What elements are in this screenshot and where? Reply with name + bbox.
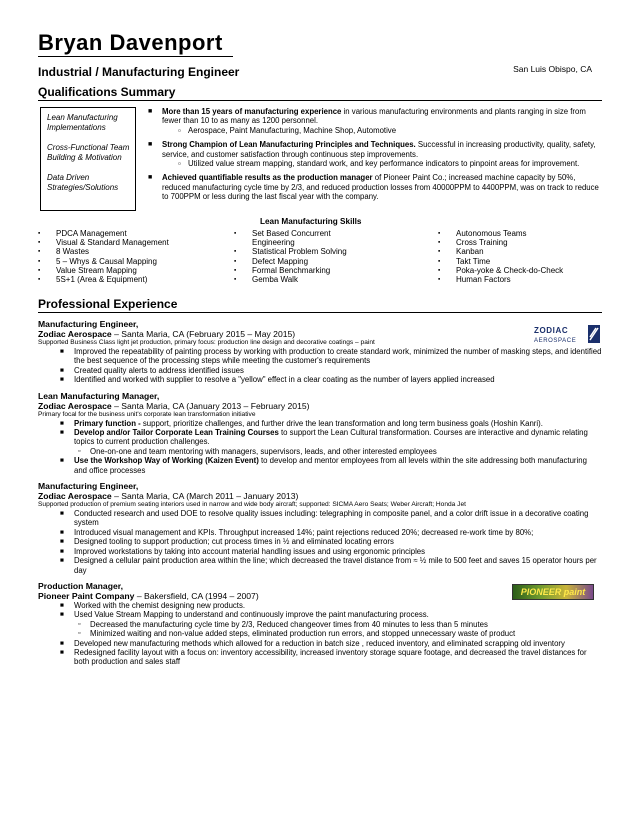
skill-label: Defect Mapping xyxy=(252,256,309,266)
bullet-text: to develop and mentor employees from all levels within the site addressing both manufacturing and office processes xyxy=(74,456,587,475)
bullet-item xyxy=(38,375,602,384)
bullet-item xyxy=(38,648,602,667)
skill-label: Statistical Problem Solving xyxy=(252,247,347,257)
bullet-text: Decreased the manufacturing cycle time by 2/3, Reduced changeover times from 40 minutes to less than 5 minutes xyxy=(90,619,488,629)
bullet-icon: ▪ xyxy=(38,257,41,265)
bullet-item xyxy=(38,639,602,648)
company-name: Pioneer Paint Company xyxy=(38,590,135,601)
job-bullets xyxy=(38,601,602,667)
side-item: Cross-Functional Team Building & Motivation xyxy=(47,143,130,162)
bullet-icon: ▪ xyxy=(38,266,41,274)
bullet-icon: ■ xyxy=(60,611,64,619)
bullet-bold: Use the Workshop Way of Working (Kaizen Event) xyxy=(74,456,259,466)
skill-item xyxy=(438,275,563,284)
qualification-text: of Pioneer Paint Co.; increased machine capacity by 50%, reduced manufacturing cycle time by 2/3, and reduced production losses from 40000PPM to 4400PPM, was on track to reduce to 700PPM or less during the last fiscal year with the company. xyxy=(162,173,599,202)
bullet-icon: ■ xyxy=(60,429,64,437)
job-description: Primary focal for the business unit's corporate lean transformation initiative xyxy=(38,410,256,418)
bullet-icon: ■ xyxy=(60,538,64,546)
company-name: Zodiac Aerospace xyxy=(38,491,112,502)
candidate-name: Bryan Davenport xyxy=(38,30,233,57)
skill-label: Value Stream Mapping xyxy=(56,265,137,275)
skill-item xyxy=(38,257,169,266)
bullet-icon: ■ xyxy=(60,366,64,374)
skill-item xyxy=(438,247,563,256)
job-entry xyxy=(38,319,602,385)
bullet-icon: ▪ xyxy=(234,276,237,284)
bullet-item xyxy=(38,528,602,537)
bullet-icon: ▪ xyxy=(234,257,237,265)
bullet-icon: ▪ xyxy=(438,276,441,284)
qualification-sub xyxy=(162,159,602,168)
bullet-icon: ▪ xyxy=(38,230,41,237)
bullet-icon: ■ xyxy=(148,108,153,115)
bullet-item xyxy=(38,456,602,475)
bullet-text: support, prioritize challenges, and further drive the lean transformation and long term business goals (Hoshin Kanri). xyxy=(140,418,543,428)
experience-list xyxy=(38,319,602,667)
bullet-text: Redesigned facility layout with a focus on: inventory accessibility, increased inventory storage square footage, and decreased the travel distances for both production and sales staff xyxy=(74,647,587,667)
title-row xyxy=(38,63,602,81)
bullet-icon: ■ xyxy=(148,174,153,182)
skill-label: 5 – Whys & Causal Mapping xyxy=(56,256,157,266)
sub-bullet-icon: ▫ xyxy=(78,620,81,628)
qualifications-sidebox xyxy=(40,107,136,211)
bullet-icon: ■ xyxy=(60,547,64,555)
bullet-icon: ■ xyxy=(60,639,64,647)
bullet-text: Developed new manufacturing methods which allowed for a reduction in batch size , reduced inventory, and eliminated scrapping old inventory xyxy=(74,638,565,648)
job-entry xyxy=(38,581,602,667)
skills-column-2 xyxy=(234,229,347,284)
skill-item xyxy=(234,275,347,284)
qualification-sub-text: Utilized value stream mapping, standard work, and key performance indicators to pinpoint areas for improvement. xyxy=(188,159,580,169)
bullet-icon: ▪ xyxy=(234,248,237,256)
skill-label: Autonomous Teams xyxy=(456,229,527,238)
skill-label: Set Based Concurrent xyxy=(252,229,331,238)
bullet-icon: ■ xyxy=(60,457,64,465)
qualification-item xyxy=(146,173,602,201)
sub-bullet-item xyxy=(38,447,602,456)
bullet-icon: ▪ xyxy=(438,257,441,265)
bullet-icon: ▪ xyxy=(38,276,41,284)
bullet-text: Conducted research and used DOE to resolve quality issues including: telegraphing in composite panel, and a color drift issue in a decorative coating system xyxy=(74,509,589,528)
location: San Luis Obispo, CA xyxy=(513,64,592,74)
skills-column-3 xyxy=(438,229,563,284)
bullet-item xyxy=(38,547,602,556)
job-location-dates: – Santa Maria, CA (January 2013 – February 2015) xyxy=(111,400,310,411)
company-name: Zodiac Aerospace xyxy=(38,400,112,411)
sub-bullet-icon: ▫ xyxy=(78,630,81,638)
bullet-icon: ▪ xyxy=(438,239,441,247)
bullet-icon: ▪ xyxy=(38,239,41,247)
bullet-item xyxy=(38,509,602,528)
bullet-icon: ■ xyxy=(60,528,64,536)
skill-label: 5S+1 (Area & Equipment) xyxy=(56,275,148,285)
qualification-sub-text: Aerospace, Paint Manufacturing, Machine Shop, Automotive xyxy=(188,125,397,135)
skills-section xyxy=(38,229,602,285)
bullet-bold: Develop and/or Tailor Corporate Lean Training Courses xyxy=(74,428,279,438)
job-title: Lean Manufacturing Manager, xyxy=(38,390,160,401)
job-company-line xyxy=(38,401,602,411)
skills-column-1 xyxy=(38,229,169,284)
bullet-text: Created quality alerts to address identified issues xyxy=(74,365,244,375)
bullet-icon: ■ xyxy=(60,648,64,656)
skill-item xyxy=(438,238,563,247)
skill-item xyxy=(38,247,169,256)
sub-bullet-icon: ▫ xyxy=(178,159,181,169)
job-title: Industrial / Manufacturing Engineer xyxy=(38,65,240,79)
job-title: Manufacturing Engineer, xyxy=(38,319,139,329)
bullet-item xyxy=(38,537,602,546)
sub-bullet-item xyxy=(38,629,602,638)
skill-item xyxy=(234,266,347,275)
skill-item xyxy=(234,229,347,238)
pioneer-paint-logo: PIONEER paint xyxy=(512,584,594,600)
qualification-bold: Achieved quantifiable results as the production manager xyxy=(162,173,373,183)
bullet-bold: Primary function - xyxy=(74,418,141,428)
bullet-text: One-on-one and team mentoring with managers, supervisors, leads, and other interested employees xyxy=(90,446,437,456)
bullet-icon: ■ xyxy=(60,557,64,565)
skill-label: Engineering xyxy=(252,238,295,248)
bullet-icon: ▪ xyxy=(38,248,41,256)
svg-text:AEROSPACE: AEROSPACE xyxy=(534,338,577,344)
skill-item xyxy=(438,257,563,266)
bullet-icon: ■ xyxy=(60,601,64,609)
bullet-text: Worked with the chemist designing new products. xyxy=(74,600,246,610)
qualification-bold: More than 15 years of manufacturing experience xyxy=(162,107,342,116)
skill-item xyxy=(38,275,169,284)
bullet-item xyxy=(38,419,602,428)
job-entry xyxy=(38,481,602,575)
sub-bullet-icon: ▫ xyxy=(78,447,81,455)
bullet-text: Designed a cellular paint production area within the line; which decreased the travel distance from ≈ ½ mile to 500 feet and saves 15 operator hours per day xyxy=(74,556,597,575)
sub-bullet-item xyxy=(38,620,602,629)
job-company-line xyxy=(38,329,602,339)
bullet-text: Designed tooling to support production; cut process times in ½ and eliminated locating errors xyxy=(74,537,394,547)
bullet-text: Improved workstations by taking into account material handling issues and using ergonomic principles xyxy=(74,546,426,556)
qualifications-list xyxy=(146,107,602,207)
bullet-icon: ■ xyxy=(148,141,153,149)
company-name: Zodiac Aerospace xyxy=(38,329,112,339)
skill-label: Visual & Standard Management xyxy=(56,238,169,248)
job-location-dates: – Santa Maria, CA (February 2015 – May 2015) xyxy=(111,329,296,339)
skill-item xyxy=(234,238,347,247)
job-company-line xyxy=(38,491,602,501)
job-description: Supported Business Class light jet production, primary focus: production line design and decorative coatings – paint xyxy=(38,339,375,346)
skill-item xyxy=(438,266,563,275)
bullet-item xyxy=(38,347,602,366)
job-bullets xyxy=(38,347,602,385)
skill-item xyxy=(38,229,169,238)
skill-item xyxy=(38,266,169,275)
qualification-sub xyxy=(162,126,602,135)
qualification-text: Successful in increasing productivity, quality, safety, service, and customer satisfaction through continuous step improvements. xyxy=(162,140,596,159)
bullet-text: Minimized waiting and non-value added steps, eliminated production run errors, and stopped unnecessary waste of product xyxy=(90,629,516,639)
sub-bullet-icon: ▫ xyxy=(178,125,181,135)
qualifications-heading: Qualifications Summary xyxy=(38,85,602,101)
qualification-item xyxy=(146,140,602,168)
side-item: Lean Manufacturing Implementations xyxy=(47,113,118,132)
job-bullets xyxy=(38,509,602,575)
skill-label: Formal Benchmarking xyxy=(252,265,331,275)
bullet-icon: ▪ xyxy=(234,266,237,274)
job-title: Manufacturing Engineer, xyxy=(38,481,139,492)
skill-item xyxy=(234,257,347,266)
qualification-item xyxy=(146,107,602,135)
side-item: Data Driven Strategies/Solutions xyxy=(47,173,119,192)
bullet-icon: ■ xyxy=(60,348,64,355)
bullet-item xyxy=(38,366,602,375)
bullet-icon: ■ xyxy=(60,376,64,384)
job-entry xyxy=(38,391,602,475)
skill-label: 8 Wastes xyxy=(56,247,90,257)
skill-label: Human Factors xyxy=(456,275,511,285)
bullet-text: Improved the repeatability of painting process by working with production to create standard work, minimized the number of masking steps, and identified the best sequence of the processing steps while meeting the customer's requirements xyxy=(74,347,602,366)
qualifications-section xyxy=(38,105,602,229)
bullet-item xyxy=(38,428,602,447)
bullet-item xyxy=(38,610,602,619)
job-location-dates: – Bakersfield, CA (1994 – 2007) xyxy=(134,590,259,601)
bullet-icon: ▪ xyxy=(234,230,237,237)
bullet-item xyxy=(38,601,602,610)
job-title: Production Manager, xyxy=(38,580,123,591)
skills-heading: Lean Manufacturing Skills xyxy=(260,217,362,226)
skill-label: Takt Time xyxy=(456,256,491,266)
qualification-bold: Strong Champion of Lean Manufacturing Principles and Techniques. xyxy=(162,140,416,150)
skill-item xyxy=(438,229,563,238)
skill-item xyxy=(234,247,347,256)
bullet-item xyxy=(38,556,602,575)
skill-label: Poka-yoke & Check-do-Check xyxy=(456,265,564,275)
job-location-dates: – Santa Maria, CA (March 2011 – January 2013) xyxy=(111,491,299,502)
bullet-icon: ▪ xyxy=(438,230,441,237)
bullet-text: Identified and worked with supplier to resolve a "yellow" effect in a clear coating as the number of layers applied increased xyxy=(74,375,495,385)
resume-page xyxy=(38,30,602,667)
zodiac-logo xyxy=(532,323,602,345)
qualification-text: in various manufacturing environments and plants ranging in size from fewer than 10 to as many as 1200 personnel. xyxy=(162,107,586,126)
bullet-icon: ▪ xyxy=(438,248,441,256)
experience-heading: Professional Experience xyxy=(38,297,602,313)
skill-label: Kanban xyxy=(456,247,484,257)
bullet-icon: ▪ xyxy=(438,266,441,274)
skill-item xyxy=(38,238,169,247)
skill-label: Gemba Walk xyxy=(252,275,298,285)
svg-text:ZODIAC: ZODIAC xyxy=(534,326,569,335)
skill-label: Cross Training xyxy=(456,238,508,248)
bullet-icon: ■ xyxy=(60,510,64,518)
bullet-text: Used Value Stream Mapping to understand and continuously improve the paint manufacturing process. xyxy=(74,610,429,620)
job-description: Supported production of premium seating interiors used in narrow and wide body aircraft; supported: SICMA Aero Seats; Weber Aircraft; Honda Jet xyxy=(38,501,466,509)
bullet-text: to support the Lean Cultural transformation. Courses are interactive and dynamic relating topics to current production challenges. xyxy=(74,428,588,447)
skill-label: PDCA Management xyxy=(56,229,127,238)
job-bullets xyxy=(38,419,602,475)
bullet-text: Introduced visual management and KPIs. Throughput increased 14%; paint rejections reduced 20%; decreased re-work time by 80%; xyxy=(74,527,534,537)
bullet-icon: ■ xyxy=(60,419,64,427)
